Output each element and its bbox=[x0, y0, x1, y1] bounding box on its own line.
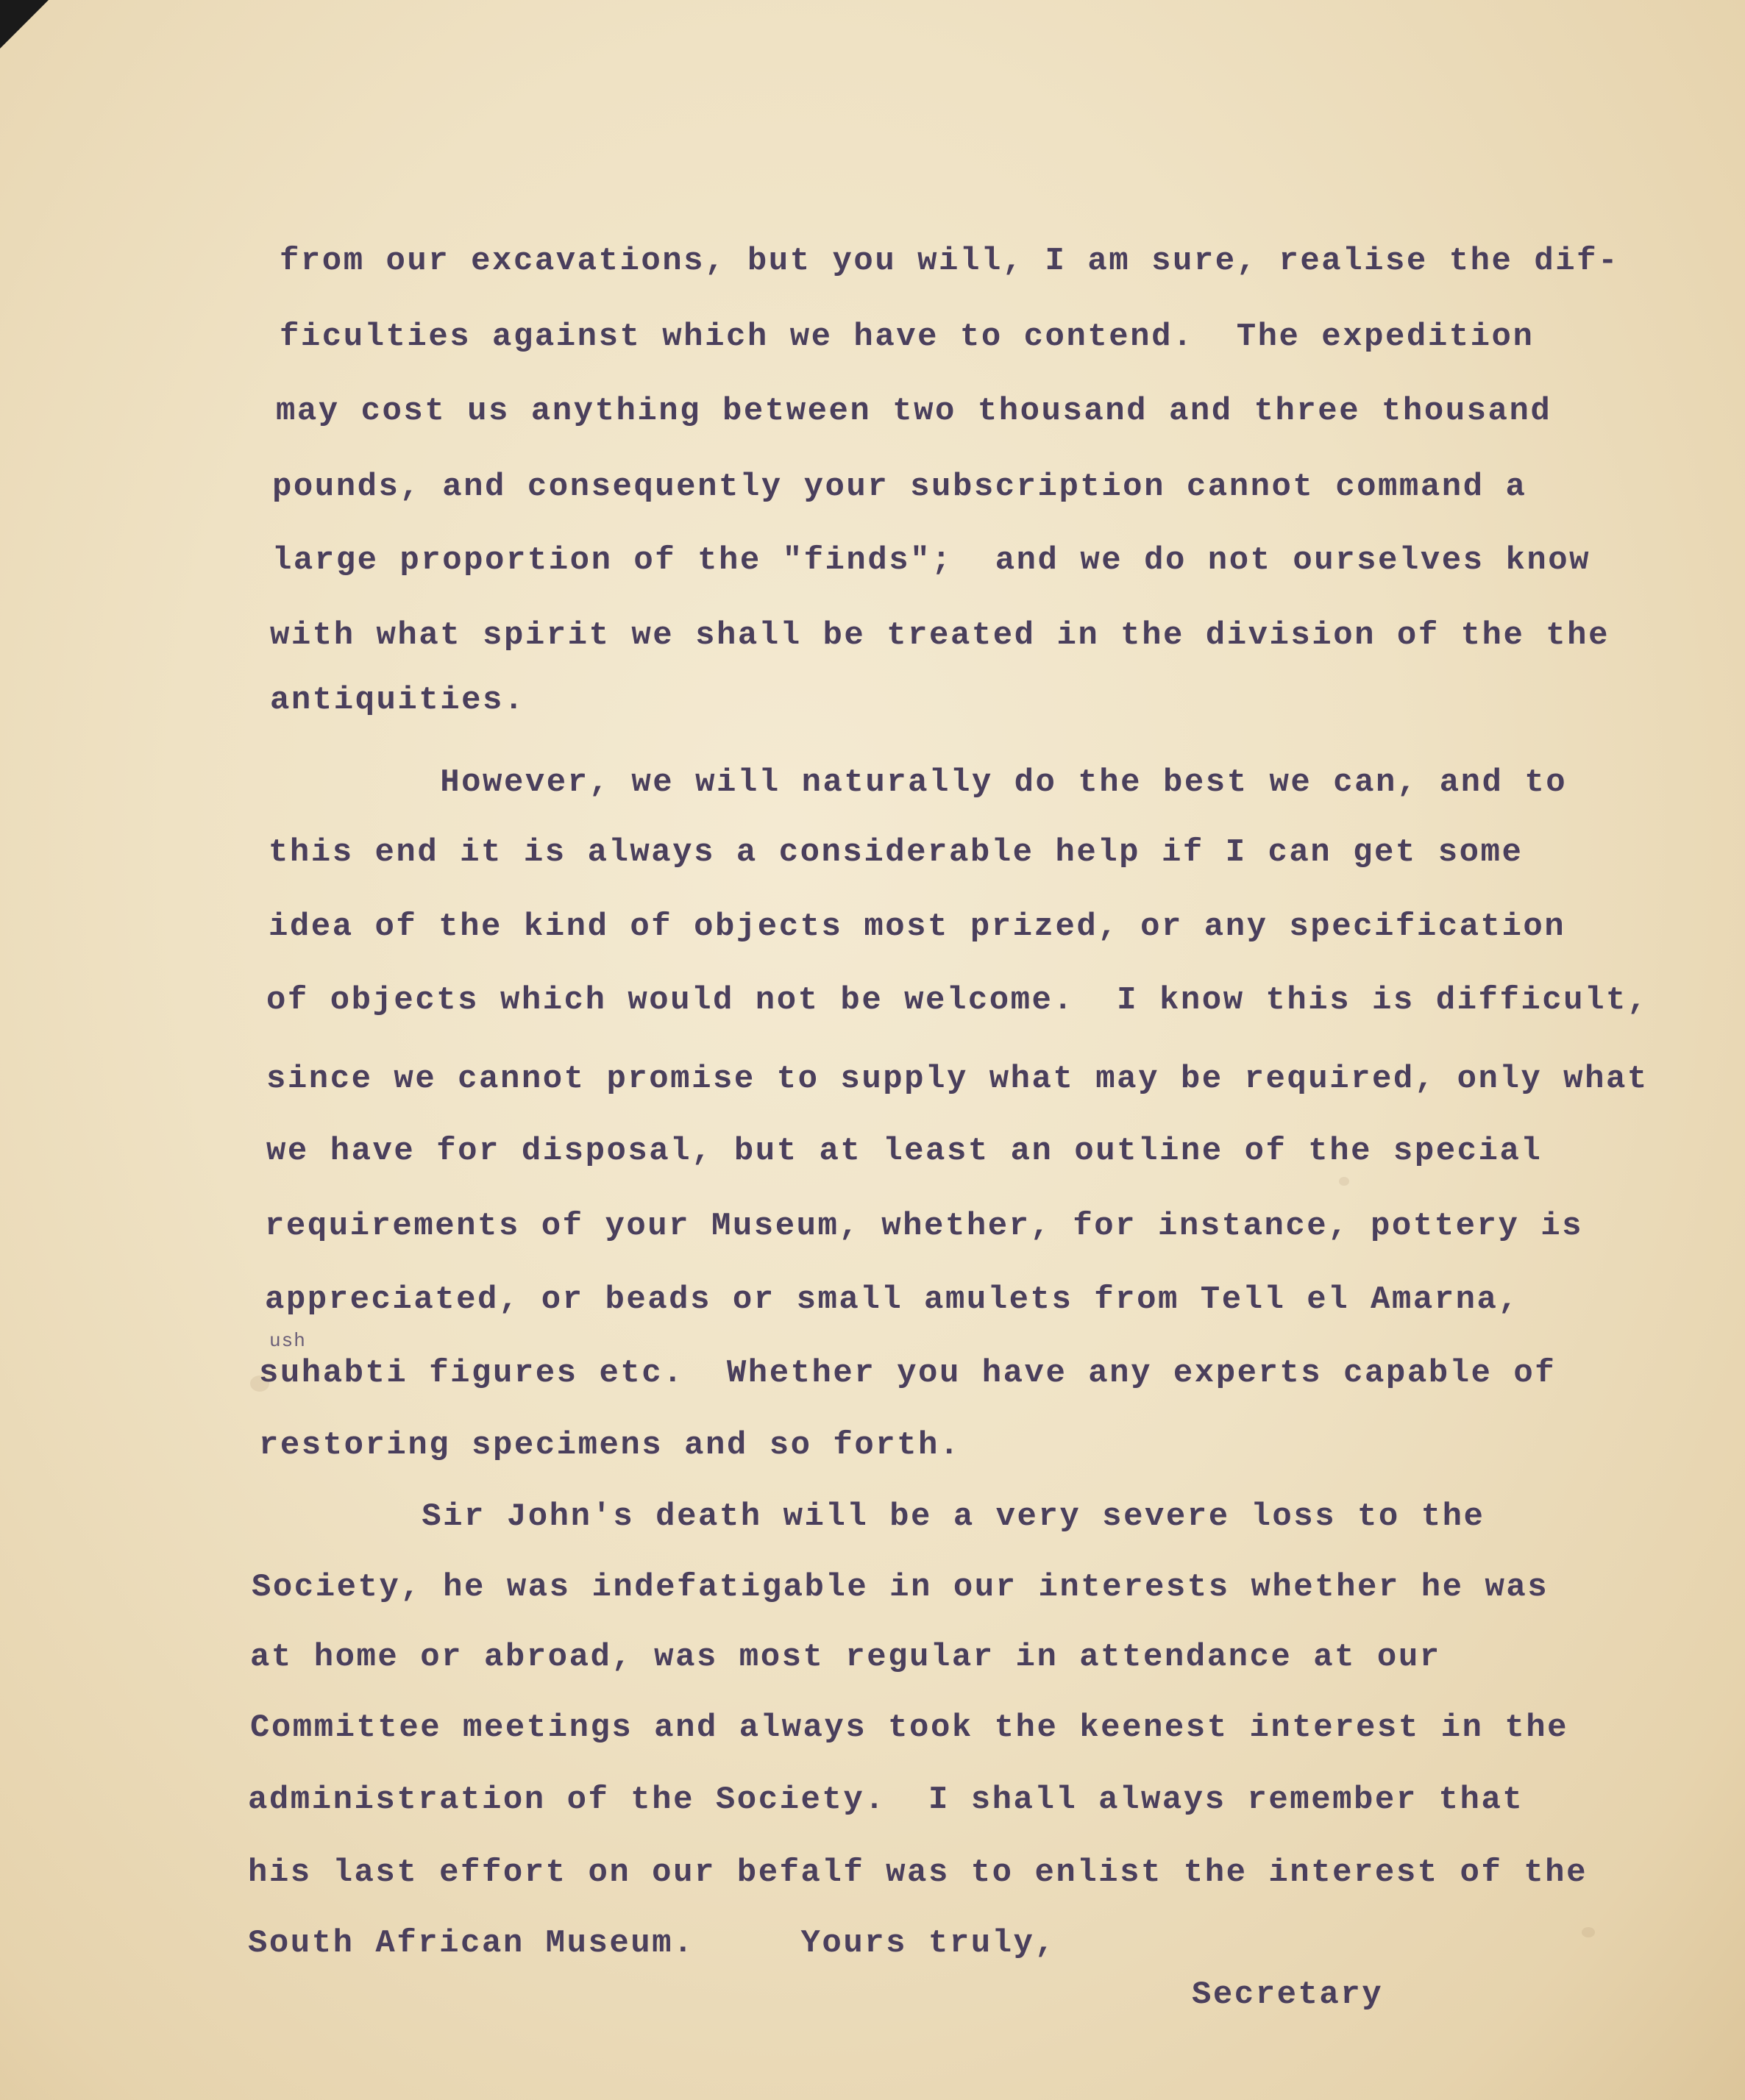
letter-line: However, we will naturally do the best we can, and to bbox=[270, 764, 1568, 801]
interlinear-correction: ush bbox=[269, 1330, 306, 1352]
letter-line: requirements of your Museum, whether, for instance, pottery is bbox=[265, 1208, 1584, 1245]
letter-line: Committee meetings and always took the keenest interest in the bbox=[250, 1709, 1569, 1746]
letter-line: with what spirit we shall be treated in the division of the the bbox=[270, 617, 1610, 654]
age-spot bbox=[1582, 1927, 1595, 1937]
torn-corner bbox=[0, 0, 49, 49]
letter-line: this end it is always a considerable help if I can get some bbox=[269, 834, 1524, 871]
letter-line: his last effort on our befalf was to enlist the interest of the bbox=[248, 1854, 1588, 1891]
letter-line: since we cannot promise to supply what may be required, only what bbox=[266, 1061, 1649, 1097]
letter-line: we have for disposal, but at least an outline of the special bbox=[266, 1133, 1543, 1170]
signature-title: Secretary bbox=[1192, 1976, 1384, 2013]
letter-line: restoring specimens and so forth. bbox=[259, 1427, 961, 1464]
letter-line: ficulties against which we have to contend. The expedition bbox=[280, 318, 1535, 355]
letter-line: large proportion of the "finds"; and we do not ourselves know bbox=[272, 542, 1591, 579]
letter-line: from our excavations, but you will, I am sure, realise the dif- bbox=[280, 243, 1619, 280]
letter-line: pounds, and consequently your subscription cannot command a bbox=[272, 469, 1527, 505]
letter-line: administration of the Society. I shall always remember that bbox=[248, 1782, 1524, 1818]
letter-line: Society, he was indefatigable in our interests whether he was bbox=[252, 1569, 1549, 1606]
letter-line: appreciated, or beads or small amulets from Tell el Amarna, bbox=[265, 1281, 1520, 1318]
letter-line: may cost us anything between two thousand and three thousand bbox=[276, 393, 1552, 430]
letter-line: South African Museum. Yours truly, bbox=[248, 1925, 1056, 1962]
letter-line: suhabti figures etc. Whether you have any experts capable of bbox=[259, 1355, 1557, 1392]
letter-line: Sir John's death will be a very severe loss to the bbox=[252, 1498, 1485, 1535]
letter-line: at home or abroad, was most regular in attendance at our bbox=[250, 1639, 1441, 1676]
age-spot bbox=[1339, 1177, 1349, 1186]
letter-line: idea of the kind of objects most prized, or any specification bbox=[269, 908, 1566, 945]
letter-line: of objects which would not be welcome. I know this is difficult, bbox=[266, 982, 1649, 1019]
letter-line: antiquities. bbox=[270, 682, 525, 719]
